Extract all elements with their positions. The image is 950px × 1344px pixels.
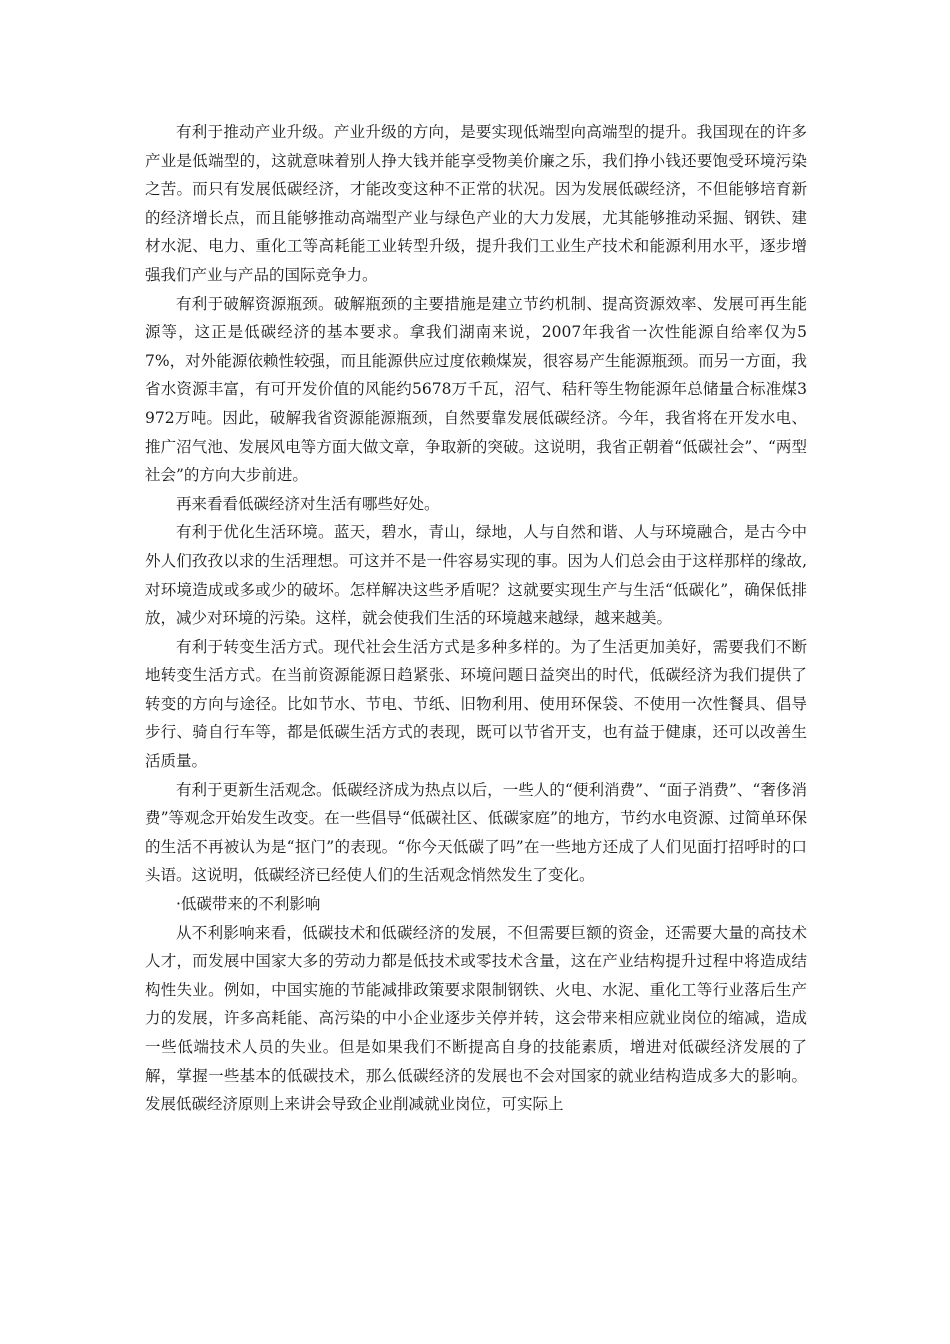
document-body xyxy=(145,118,807,1119)
paragraph-living-environment: 有利于优化生活环境。蓝天，碧水，青山，绿地，人与自然和谐、人与环境融合，是古今中外人们孜孜以求的生活理想。可这并不是一件容易实现的事。因为人们总会由于这样那样的缘故,对环境造成或多或少的破坏。怎样解决这些矛盾呢？这就要实现生产与生活“低碳化”，确保低排放，减少对环境的污染。这样，就会使我们生活的环境越来越绿，越来越美。 xyxy=(145,523,807,628)
paragraph-life-benefits-intro: 再来看看低碳经济对生活有哪些好处。 xyxy=(176,494,440,513)
paragraph-industry-upgrade: 有利于推动产业升级。产业升级的方向，是要实现低端型向高端型的提升。我国现在的许多产业是低端型的，这就意味着别人挣大钱并能享受物美价廉之乐，我们挣小钱还要饱受环境污染之苦。而只有发展低碳经济，才能改变这种不正常的状况。因为发展低碳经济，不但能够培育新的经济增长点，而且能够推动高端型产业与绿色产业的大力发展，尤其能够推动采掘、钢铁、建材水泥、电力、重化工等高耗能工业转型升级，提升我们工业生产技术和能源利用水平，逐步增强我们产业与产品的国际竞争力。 xyxy=(145,123,807,284)
section-heading-adverse-effects: ·低碳带来的不利影响 xyxy=(176,895,321,914)
paragraph-adverse-effects: 从不利影响来看，低碳技术和低碳经济的发展，不但需要巨额的资金，还需要大量的高技术人才，而发展中国家大多的劳动力都是低技术或零技术含量，这在产业结构提升过程中将造成结构性失业。例如，中国实施的节能减排政策要求限制钢铁、火电、水泥、重化工等行业落后生产力的发展，许多高耗能、高污染的中小企业逐步关停并转，这会带来相应就业岗位的缩减，造成一些低端技术人员的失业。但是如果我们不断提高自身的技能素质，增进对低碳经济发展的了解，掌握一些基本的低碳技术，那么低碳经济的发展也不会对国家的就业结构造成多大的影响。 发展低碳经济原则上来讲会导致企业削减就业岗位，可实际上 xyxy=(145,923,807,1114)
paragraph-life-concepts: 有利于更新生活观念。低碳经济成为热点以后，一些人的“便利消费”、“面子消费”、“奢侈消费”等观念开始发生改变。在一些倡导“低碳社区、低碳家庭”的地方，节约水电资源、过简单环保的生活不再被认为是“抠门”的表现。“你今天低碳了吗”在一些地方还成了人们见面打招呼时的口头语。这说明，低碳经济已经使人们的生活观念悄然发生了变化。 xyxy=(145,780,807,885)
paragraph-resource-bottleneck: 有利于破解资源瓶颈。破解瓶颈的主要措施是建立节约机制、提高资源效率、发展可再生能源等，这正是低碳经济的基本要求。拿我们湖南来说，2007年我省一次性能源自给率仅为57%，对外能源依赖性较强，而且能源供应过度依赖煤炭，很容易产生能源瓶颈。而另一方面，我省水资源丰富，有可开发价值的风能约5678万千瓦，沼气、秸秆等生物能源年总储量合标准煤3972万吨。因此，破解我省资源能源瓶颈，自然要靠发展低碳经济。今年，我省将在开发水电、推广沼气池、发展风电等方面大做文章，争取新的突破。这说明，我省正朝着“低碳社会”、“两型社会”的方向大步前进。 xyxy=(145,294,807,485)
paragraph-lifestyle: 有利于转变生活方式。现代社会生活方式是多种多样的。为了生活更加美好，需要我们不断地转变生活方式。在当前资源能源日趋紧张、环境问题日益突出的时代，低碳经济为我们提供了转变的方向与途径。比如节水、节电、节纸、旧物利用、使用环保袋、不使用一次性餐具、倡导步行、骑自行车等，都是低碳生活方式的表现，既可以节省开支，也有益于健康，还可以改善生活质量。 xyxy=(145,637,807,771)
